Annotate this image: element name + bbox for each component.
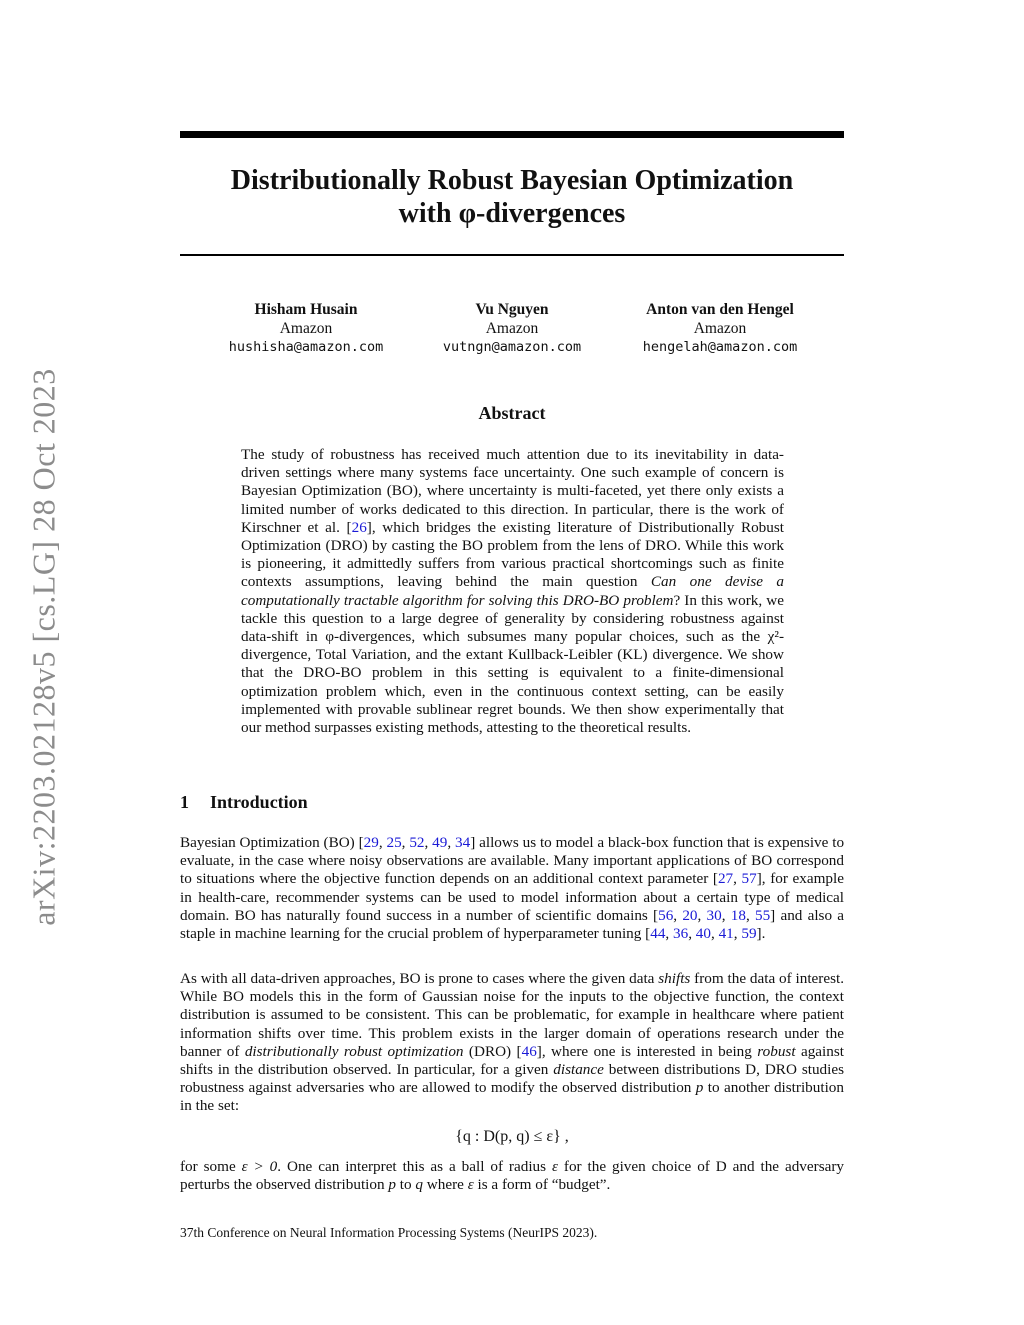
author-name: Hisham Husain xyxy=(254,301,358,318)
author-affiliation: Amazon xyxy=(485,320,539,337)
citation-link[interactable]: 59 xyxy=(741,925,757,943)
section-number: 1 xyxy=(180,792,189,812)
citation-link[interactable]: 52 xyxy=(409,834,425,851)
author-name: Vu Nguyen xyxy=(475,301,549,318)
title-line-2: with φ-divergences xyxy=(398,198,626,229)
abstract-body xyxy=(241,446,784,737)
citation-link[interactable]: 18 xyxy=(730,906,746,924)
title-bottom-rule xyxy=(180,254,844,256)
emphasis-text: distance xyxy=(553,1061,604,1079)
author-1 xyxy=(191,300,421,357)
math-variable: ε > 0 xyxy=(241,1158,278,1175)
author-name: Anton van den Hengel xyxy=(646,301,794,318)
citation-link[interactable]: 26 xyxy=(351,518,367,536)
section-title: Introduction xyxy=(210,792,308,812)
citation-link[interactable]: 49 xyxy=(432,834,448,851)
citation-link[interactable]: 30 xyxy=(706,906,722,924)
abstract-text: ], which bridges the existing literature of Distributionally Robust Optimization (DRO) by casting the BO problem from the lens of DRO. While this work is pioneering, it admittedly suffers from various practical shortcomings such as finite contexts assumptions, leaving behind the main question xyxy=(241,518,784,591)
citation-link[interactable]: 41 xyxy=(718,925,734,943)
math-variable: ε xyxy=(551,1158,558,1175)
author-affiliation: Amazon xyxy=(279,320,333,337)
emphasis-text: distributionally robust optimization xyxy=(244,1042,464,1060)
author-2 xyxy=(397,300,627,357)
citation-link[interactable]: 57 xyxy=(741,870,757,888)
citation-link[interactable]: 34 xyxy=(455,834,471,851)
author-affiliation: Amazon xyxy=(693,320,747,337)
citation-link[interactable]: 27 xyxy=(717,870,734,888)
abstract-text: ? In this work, we tackle this question to a large degree of generality by considering robustness against data-shift in φ-divergences, which subsumes many popular choices, such as the χ²-divergence, Total Variation, and the extant Kullback-Leibler (KL) divergence. We show that the DRO-BO problem in this setting is equivalent to a finite-dimensional optimization problem which, even in the continuous context setting, can be easily implemented with provable sublinear regret bounds. We then show experimentally that our method surpasses existing methods, attesting to the theoretical results. xyxy=(241,591,784,737)
emphasis-text: shifts xyxy=(658,970,691,987)
abstract-text: The study of robustness has received much attention due to its inevitability in data-driven settings where many systems face uncertainty. One such example of concern is Bayesian Optimization (BO), where uncertainty is multi-faceted, yet there only exists a limited number of works dedicated to this direction. In particular, there is the work of Kirschner et al. [ xyxy=(241,446,784,536)
paper-title xyxy=(180,164,844,230)
emphasis-text: robust xyxy=(757,1042,796,1060)
intro-paragraph-3: for some ε > 0. One can interpret this as a ball of radius ε for the given choice of D and the adversary perturbs the observed distribution p to q where ε is a form of “budget”. xyxy=(180,1158,844,1194)
citation-link[interactable]: 44 xyxy=(650,925,666,943)
abstract-italic-question: Can one devise a computationally tractable algorithm for solving this DRO-BO problem xyxy=(241,573,784,609)
title-line-1: Distributionally Robust Bayesian Optimization xyxy=(230,165,794,196)
title-top-rule xyxy=(180,131,844,138)
author-email[interactable]: hengelah@amazon.com xyxy=(642,339,798,355)
citation-link[interactable]: 46 xyxy=(521,1042,537,1060)
section-heading xyxy=(180,792,308,813)
citation-link[interactable]: 29 xyxy=(363,834,379,851)
citation-link[interactable]: 36 xyxy=(673,925,689,943)
author-email[interactable]: hushisha@amazon.com xyxy=(228,339,384,355)
citation-link[interactable]: 40 xyxy=(695,925,711,943)
citation-link[interactable]: 56 xyxy=(658,906,674,924)
citation-link[interactable]: 25 xyxy=(386,834,402,851)
citation-link[interactable]: 55 xyxy=(754,906,771,924)
author-block xyxy=(180,300,844,360)
author-3 xyxy=(605,300,835,357)
display-equation: {q : D(p, q) ≤ ε} , xyxy=(455,1128,569,1145)
conference-footnote: 37th Conference on Neural Information Processing Systems (NeurIPS 2023). xyxy=(180,1225,598,1240)
abstract-heading: Abstract xyxy=(478,403,546,423)
intro-paragraph-1: Bayesian Optimization (BO) [29, 25, 52, 49, 34] allows us to model a black-box function that is expensive to evaluate, in the case where noisy observations are available. Many important applications of BO correspond to situations where the objective function depends on an additional context parameter [27, 57], for example in health-care, recommender systems can be used to model information about a certain type of medical domain. BO has naturally found success in a number of scientific domains [56, 20, 30, 18, 55] and also a staple in machine learning for the crucial problem of hyperparameter tuning [44, 36, 40, 41, 59]. xyxy=(180,834,845,943)
arxiv-identifier: arXiv:2203.02128v5 [cs.LG] 28 Oct 2023 xyxy=(25,368,62,926)
math-variable: p xyxy=(695,1079,704,1097)
math-variable: q xyxy=(415,1176,423,1194)
author-email[interactable]: vutngn@amazon.com xyxy=(442,339,582,355)
citation-link[interactable]: 20 xyxy=(682,906,698,924)
abstract-paragraph xyxy=(241,446,784,737)
math-variable: p xyxy=(388,1176,396,1194)
math-variable: ε xyxy=(467,1176,474,1194)
intro-paragraph-2: As with all data-driven approaches, BO is prone to cases where the given data shifts from the data of interest. While BO models this in the form of Gaussian noise for the inputs to the objective function, the context distribution is assumed to be consistent. This can be problematic, for example in healthcare where patient information shifts over time. This problem exists in the larger domain of operations research under the banner of distributionally robust optimization (DRO) [46], where one is interested in being robust against shifts in the distribution observed. In particular, for a given distance between distributions D, DRO studies robustness against adversaries who are allowed to modify the observed distribution p to another distribution in the set: xyxy=(180,970,845,1115)
